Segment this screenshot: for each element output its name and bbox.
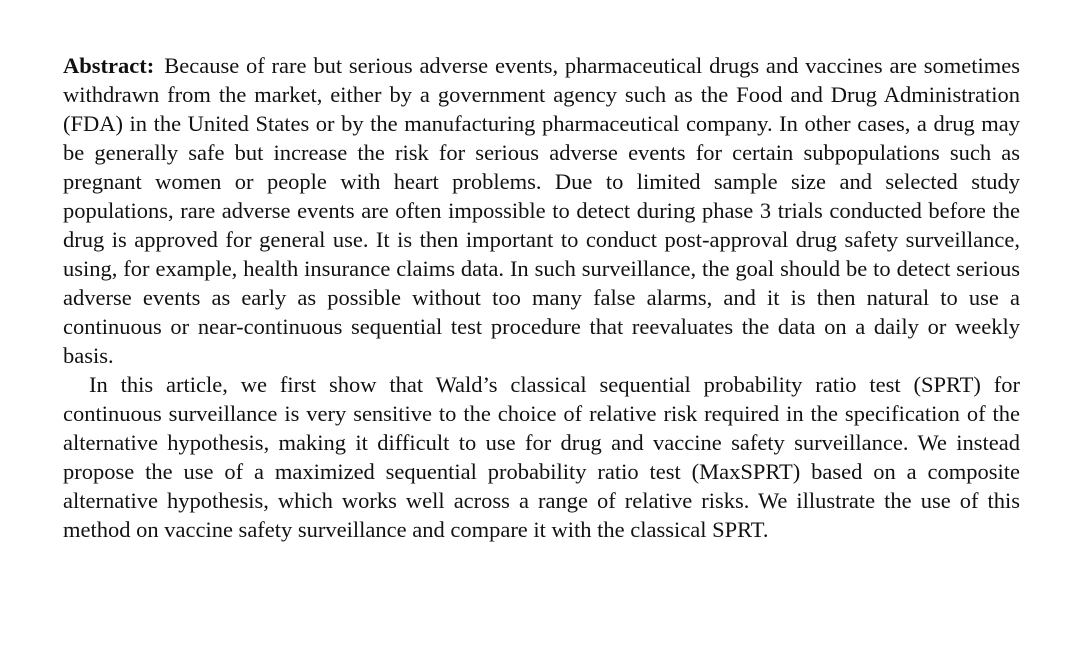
abstract-paragraph-1: [63, 51, 1020, 370]
abstract-paragraph-2: In this article, we first show that Wald’s classical sequential probability ratio test (SPRT) for continuous surveillance is very sensitive to the choice of relative risk required in the specification of the alternative hypothesis, making it difficult to use for drug and vaccine safety surveillance. We instead propose the use of a maximized sequential probability ratio test (MaxSPRT) based on a composite alternative hypothesis, which works well across a range of relative risks. We illustrate the use of this method on vaccine safety surveillance and compare it with the classical SPRT.: [63, 372, 1020, 542]
abstract: [63, 51, 1020, 544]
abstract-label: Abstract:: [63, 53, 155, 78]
abstract-paragraph-1-text: Because of rare but serious adverse events, pharmaceutical drugs and vaccines are sometimes withdrawn from the market, either by a government agency such as the Food and Drug Administration (FDA) in the United States or by the manufacturing pharmaceutical company. In other cases, a drug may be generally safe but increase the risk for serious adverse events for certain subpopulations such as pregnant women or people with heart problems. Due to limited sample size and selected study populations, rare adverse events are often impossible to detect during phase 3 trials conducted before the drug is approved for general use. It is then important to conduct post-approval drug safety surveillance, using, for example, health insurance claims data. In such surveillance, the goal should be to detect serious adverse events as early as possible without too many false alarms, and it is then natural to use a continuous or near-continuous sequential test procedure that reevaluates the data on a daily or weekly basis.: [63, 53, 1020, 368]
